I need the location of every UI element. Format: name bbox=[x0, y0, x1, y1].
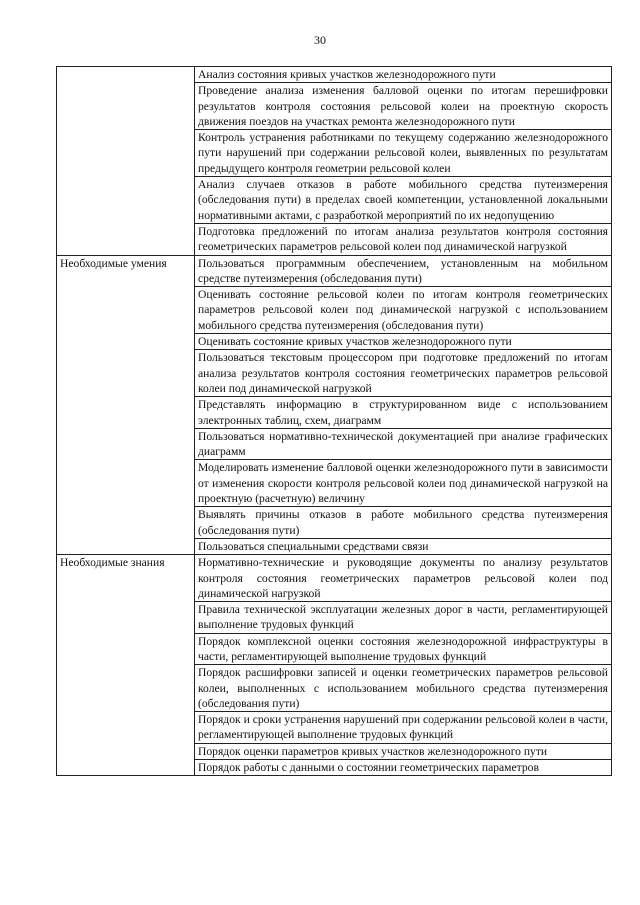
requirement-item: Порядок оценки параметров кривых участков железнодорожного пути bbox=[195, 743, 612, 759]
requirement-item: Оценивать состояние кривых участков железнодорожного пути bbox=[195, 334, 612, 350]
page-number: 30 bbox=[314, 33, 326, 47]
requirements-table bbox=[56, 66, 612, 776]
requirement-item: Пользоваться специальными средствами связи bbox=[195, 538, 612, 554]
table-row bbox=[57, 255, 612, 287]
requirement-item: Анализ случаев отказов в работе мобильного средства путеизмерения (обследования пути) в пределах своей компетенции, установленной локальными нормативными актами, с разработкой мероприятий по их недопущению bbox=[195, 177, 612, 224]
requirement-item: Порядок комплексной оценки состояния железнодорожной инфраструктуры в части, регламентирующей выполнение трудовых функций bbox=[195, 633, 612, 665]
requirement-item: Порядок расшифровки записей и оценки геометрических параметров рельсовой колеи, выполненных с использованием мобильного средства путеизмерения (обследования пути) bbox=[195, 665, 612, 712]
requirement-item: Порядок и сроки устранения нарушений при содержании рельсовой колеи в части, регламентирующей выполнение трудовых функций bbox=[195, 712, 612, 744]
requirement-item: Пользоваться нормативно-технической документацией при анализе графических диаграмм bbox=[195, 428, 612, 460]
table-row bbox=[57, 67, 612, 83]
section-label bbox=[57, 67, 195, 256]
requirement-item: Правила технической эксплуатации железных дорог в части, регламентирующей выполнение трудовых функций bbox=[195, 602, 612, 634]
requirement-item: Проведение анализа изменения балловой оценки по итогам перешифровки результатов контроля состояния рельсовой колеи на проектную скорость движения поездов на участках ремонта железнодорожного пути bbox=[195, 83, 612, 130]
requirement-item: Анализ состояния кривых участков железнодорожного пути bbox=[195, 67, 612, 83]
requirement-item: Контроль устранения работниками по текущему содержанию железнодорожного пути нарушений при содержании рельсовой колеи, выявленных по результатам предыдущего контроля геометрии рельсовой колеи bbox=[195, 130, 612, 177]
table-row bbox=[57, 555, 612, 602]
requirement-item: Представлять информацию в структурированном виде с использованием электронных таблиц, схем, диаграмм bbox=[195, 397, 612, 429]
requirement-item: Пользоваться программным обеспечением, установленным на мобильном средстве путеизмерения (обследования пути) bbox=[195, 255, 612, 287]
requirement-item: Оценивать состояние рельсовой колеи по итогам контроля геометрических параметров рельсовой колеи под динамической нагрузкой с использованием мобильного средства путеизмерения (обследования пути) bbox=[195, 287, 612, 334]
section-label: Необходимые умения bbox=[57, 255, 195, 555]
requirement-item: Выявлять причины отказов в работе мобильного средства путеизмерения (обследования пути) bbox=[195, 507, 612, 539]
requirement-item: Моделировать изменение балловой оценки железнодорожного пути в зависимости от изменения скорости контроля рельсовой колеи под динамической нагрузкой на проектную (расчетную) величину bbox=[195, 460, 612, 507]
requirement-item: Пользоваться текстовым процессором при подготовке предложений по итогам анализа результатов контроля состояния геометрических параметров рельсовой колеи под динамической нагрузкой bbox=[195, 350, 612, 397]
requirement-item: Подготовка предложений по итогам анализа результатов контроля состояния геометрических параметров рельсовой колеи под динамической нагрузкой bbox=[195, 223, 612, 255]
requirement-item: Нормативно-технические и руководящие документы по анализу результатов контроля состояния геометрических параметров рельсовой колеи под динамической нагрузкой bbox=[195, 555, 612, 602]
requirement-item: Порядок работы с данными о состоянии геометрических параметров bbox=[195, 760, 612, 776]
section-label: Необходимые знания bbox=[57, 555, 195, 776]
